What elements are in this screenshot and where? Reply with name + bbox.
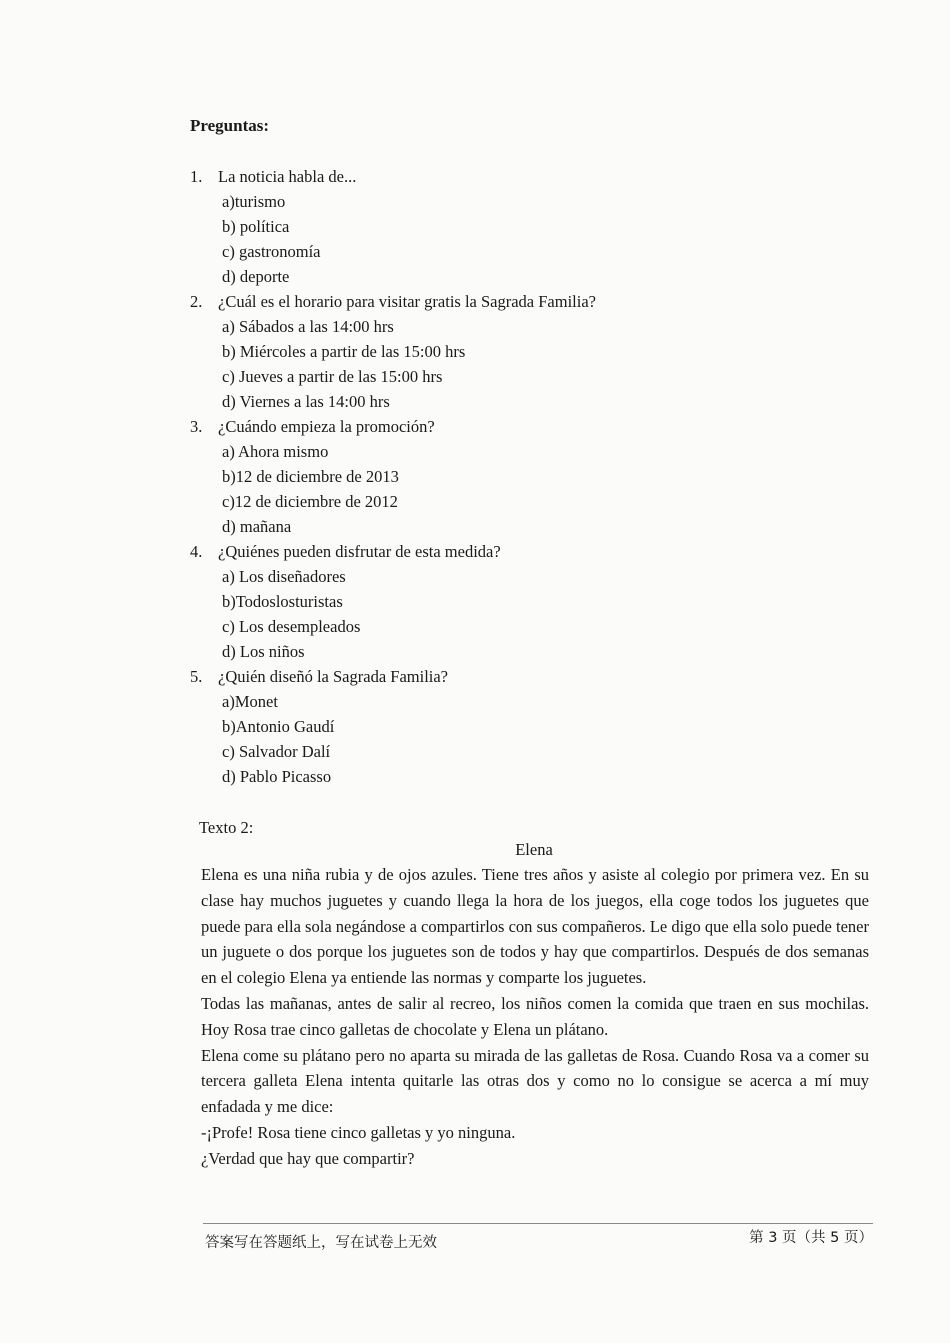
reading-text <box>201 862 869 1172</box>
questions-heading: Preguntas: <box>190 116 270 135</box>
paragraph: Elena come su plátano pero no aparta su mirada de las galletas de Rosa. Cuando Rosa va a comer su tercera galleta Elena intenta quitarle las otras dos y como no lo consigue se acerca a mí muy enfadada y me dice: <box>201 1045 869 1117</box>
page-number: 第 3 页（共 5 页） <box>749 1230 873 1246</box>
question-number: 4. <box>190 542 203 561</box>
question-2 <box>190 289 710 414</box>
question-list <box>190 164 710 789</box>
footer-notice: 答案写在答题纸上，写在试卷上无效 <box>205 1235 437 1251</box>
paragraph: Todas las mañanas, antes de salir al recreo, los niños comen la comida que traen en sus mochilas. Hoy Rosa trae cinco galletas de chocolate y Elena un plátano. <box>201 993 869 1039</box>
option-b: b) Miércoles a partir de las 15:00 hrs <box>222 342 466 361</box>
question-text: ¿Quién diseñó la Sagrada Familia? <box>218 667 449 686</box>
text-title: Elena <box>515 840 553 859</box>
question-number: 2. <box>190 292 203 311</box>
option-d: d) deporte <box>222 267 290 286</box>
option-b: b)Todoslosturistas <box>222 592 343 611</box>
question-text: ¿Cuál es el horario para visitar gratis la Sagrada Familia? <box>218 292 596 311</box>
option-b: b)Antonio Gaudí <box>222 717 335 736</box>
option-c: c)12 de diciembre de 2012 <box>222 492 398 511</box>
question-number: 5. <box>190 667 203 686</box>
option-c: c) Salvador Dalí <box>222 742 331 761</box>
footer-divider <box>203 1223 873 1224</box>
question-text: ¿Quiénes pueden disfrutar de esta medida? <box>218 542 501 561</box>
question-3 <box>190 414 710 539</box>
question-4 <box>190 539 710 664</box>
option-b: b)12 de diciembre de 2013 <box>222 467 399 486</box>
question-5 <box>190 664 710 789</box>
question-number: 3. <box>190 417 203 436</box>
option-b: b) política <box>222 217 290 236</box>
question-1 <box>190 164 710 289</box>
option-a: a) Los diseñadores <box>222 567 346 586</box>
option-d: d) Pablo Picasso <box>222 767 332 786</box>
option-c: c) Jueves a partir de las 15:00 hrs <box>222 367 443 386</box>
option-c: c) Los desempleados <box>222 617 361 636</box>
option-a: a) Ahora mismo <box>222 442 329 461</box>
option-d: d) mañana <box>222 517 292 536</box>
option-a: a)turismo <box>222 192 286 211</box>
question-text: La noticia habla de... <box>218 167 357 186</box>
text-section-label: Texto 2: <box>199 818 254 837</box>
option-a: a)Monet <box>222 692 278 711</box>
question-number: 1. <box>190 167 203 186</box>
paragraph: Elena es una niña rubia y de ojos azules. Tiene tres años y asiste al colegio por primera vez. En su clase hay muchos juguetes y cuando llega la hora de los juegos, ella coge todos los juguetes que puede para ella sola negándose a compartirlos con sus compañeros. Le digo que ella solo puede tener un juguete o dos porque los juguetes son de todos y hay que compartirlos. Después de dos semanas en el colegio Elena ya entiende las normas y comparte los juguetes. <box>201 865 869 988</box>
option-d: d) Viernes a las 14:00 hrs <box>222 392 390 411</box>
option-d: d) Los niños <box>222 642 305 661</box>
paragraph: ¿Verdad que hay que compartir? <box>201 1148 415 1168</box>
option-c: c) gastronomía <box>222 242 321 261</box>
option-a: a) Sábados a las 14:00 hrs <box>222 317 394 336</box>
question-text: ¿Cuándo empieza la promoción? <box>218 417 435 436</box>
paragraph: -¡Profe! Rosa tiene cinco galletas y yo ninguna. <box>201 1122 516 1142</box>
